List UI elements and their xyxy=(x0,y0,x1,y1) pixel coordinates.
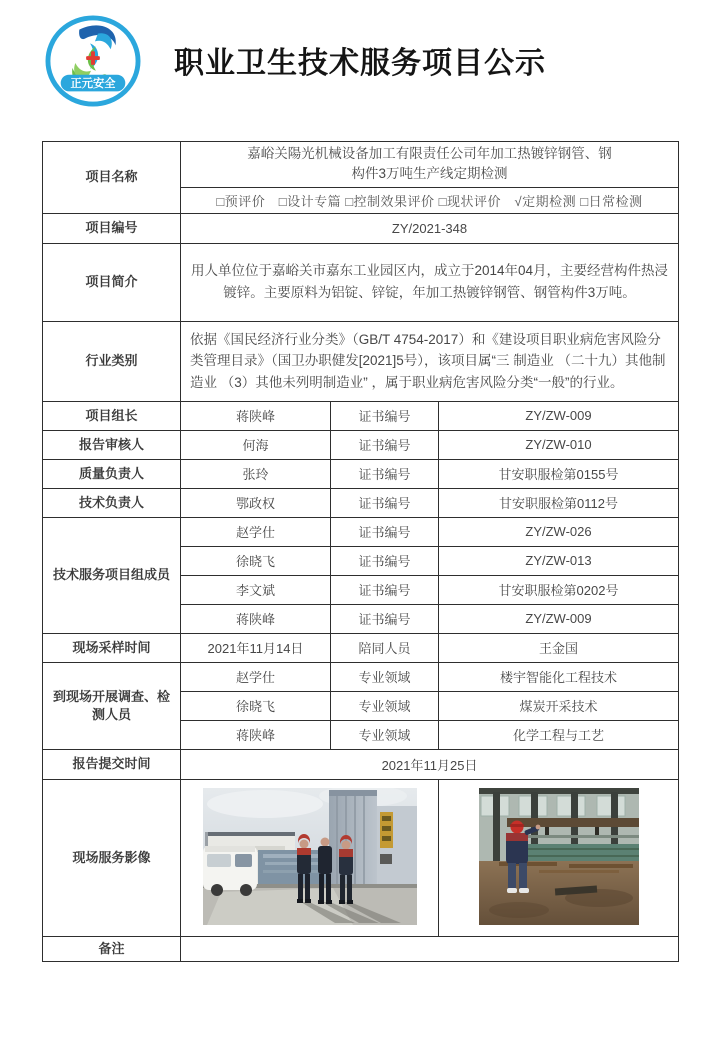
specialty-key: 专业领域 xyxy=(331,720,439,749)
team-member-name: 李文斌 xyxy=(181,575,331,604)
project-intro-value: 用人单位位于嘉峪关市嘉东工业园区内，成立于2014年04月，主要经营构件热浸镀锌。主要原料为铝锭、锌锭，年加工热镀锌钢管、钢管构件3万吨。 xyxy=(181,243,679,321)
cert-number-key: 证书编号 xyxy=(331,575,439,604)
page-title: 职业卫生技术服务项目公示 xyxy=(174,47,546,80)
project-name-line2: 构件3万吨生产线定期检测 xyxy=(351,166,508,182)
report-submit-date: 2021年11月25日 xyxy=(181,749,679,779)
table-row xyxy=(43,779,679,936)
site-photos-label: 现场服务影像 xyxy=(43,779,181,936)
site-photo-workshop xyxy=(479,788,639,925)
site-survey-label: 到现场开展调查、检测人员 xyxy=(43,662,181,749)
cert-number-key: 证书编号 xyxy=(331,459,439,488)
table-row xyxy=(43,662,679,691)
industry-category-label: 行业类别 xyxy=(43,321,181,401)
team-member-name: 蒋陕峰 xyxy=(181,604,331,633)
specialty-key: 专业领域 xyxy=(331,691,439,720)
cert-number-value: ZY/ZW-013 xyxy=(439,546,679,575)
cert-number-key: 证书编号 xyxy=(331,488,439,517)
table-row xyxy=(43,488,679,517)
technical-manager-label: 技术负责人 xyxy=(43,488,181,517)
team-members-label: 技术服务项目组成员 xyxy=(43,517,181,633)
report-reviewer-name: 何海 xyxy=(181,430,331,459)
cert-number-value: 甘安职服检第0202号 xyxy=(439,575,679,604)
quality-manager-label: 质量负责人 xyxy=(43,459,181,488)
remark-label: 备注 xyxy=(43,936,181,961)
page-header xyxy=(0,0,720,141)
table-row xyxy=(43,517,679,546)
site-photo-cell-1 xyxy=(181,779,439,936)
logo-text: 正元安全 xyxy=(70,77,116,90)
project-name-label: 项目名称 xyxy=(43,142,181,214)
survey-member-name: 赵学仕 xyxy=(181,662,331,691)
table-row xyxy=(43,142,679,188)
company-logo-icon xyxy=(44,14,142,108)
table-row xyxy=(43,213,679,243)
project-number-label: 项目编号 xyxy=(43,213,181,243)
project-intro-label: 项目简介 xyxy=(43,243,181,321)
cert-number-value: ZY/ZW-009 xyxy=(439,401,679,430)
cert-number-value: ZY/ZW-010 xyxy=(439,430,679,459)
table-row xyxy=(43,321,679,401)
companion-name: 王金国 xyxy=(439,633,679,662)
specialty-value: 楼宇智能化工程技术 xyxy=(439,662,679,691)
table-row xyxy=(43,401,679,430)
remark-value xyxy=(181,936,679,961)
table-row xyxy=(43,459,679,488)
table-row xyxy=(43,243,679,321)
table-row xyxy=(43,936,679,961)
table-row xyxy=(43,633,679,662)
specialty-value: 煤炭开采技术 xyxy=(439,691,679,720)
project-number-value: ZY/2021-348 xyxy=(181,213,679,243)
cert-number-key: 证书编号 xyxy=(331,517,439,546)
sampling-date: 2021年11月14日 xyxy=(181,633,331,662)
cert-number-key: 证书编号 xyxy=(331,546,439,575)
table-row xyxy=(43,430,679,459)
project-name-value xyxy=(181,142,679,188)
table-row xyxy=(43,749,679,779)
survey-member-name: 徐晓飞 xyxy=(181,691,331,720)
technical-manager-name: 鄂政权 xyxy=(181,488,331,517)
cert-number-key: 证书编号 xyxy=(331,430,439,459)
cert-number-value: ZY/ZW-026 xyxy=(439,517,679,546)
site-photo-cell-2 xyxy=(439,779,679,936)
service-type-checkboxes: □预评价 □设计专篇 □控制效果评价 □现状评价 √定期检测 □日常检测 xyxy=(181,187,679,213)
cert-number-key: 证书编号 xyxy=(331,604,439,633)
quality-manager-name: 张玲 xyxy=(181,459,331,488)
survey-member-name: 蒋陕峰 xyxy=(181,720,331,749)
cert-number-key: 证书编号 xyxy=(331,401,439,430)
site-photo-gate-group xyxy=(203,788,417,925)
specialty-key: 专业领域 xyxy=(331,662,439,691)
cert-number-value: ZY/ZW-009 xyxy=(439,604,679,633)
specialty-value: 化学工程与工艺 xyxy=(439,720,679,749)
companion-key: 陪同人员 xyxy=(331,633,439,662)
project-leader-name: 蒋陕峰 xyxy=(181,401,331,430)
team-member-name: 赵学仕 xyxy=(181,517,331,546)
industry-category-value: 依据《国民经济行业分类》（GB/T 4754-2017）和《建设项目职业病危害风险分类管理目录》（国卫办职健发[2021]5号），该项目属“三 制造业 （二十九）其他制造业 （3）其他未列明制造业” ，属于职业病危害风险分类“一般”的行业。 xyxy=(181,321,679,401)
team-member-name: 徐晓飞 xyxy=(181,546,331,575)
cert-number-value: 甘安职服检第0112号 xyxy=(439,488,679,517)
cert-number-value: 甘安职服检第0155号 xyxy=(439,459,679,488)
report-reviewer-label: 报告审核人 xyxy=(43,430,181,459)
project-announcement-table xyxy=(42,141,679,962)
report-submit-label: 报告提交时间 xyxy=(43,749,181,779)
project-leader-label: 项目组长 xyxy=(43,401,181,430)
project-name-line1: 嘉峪关陽光机械设备加工有限责任公司年加工热镀锌钢管、钢 xyxy=(247,146,612,161)
sampling-time-label: 现场采样时间 xyxy=(43,633,181,662)
